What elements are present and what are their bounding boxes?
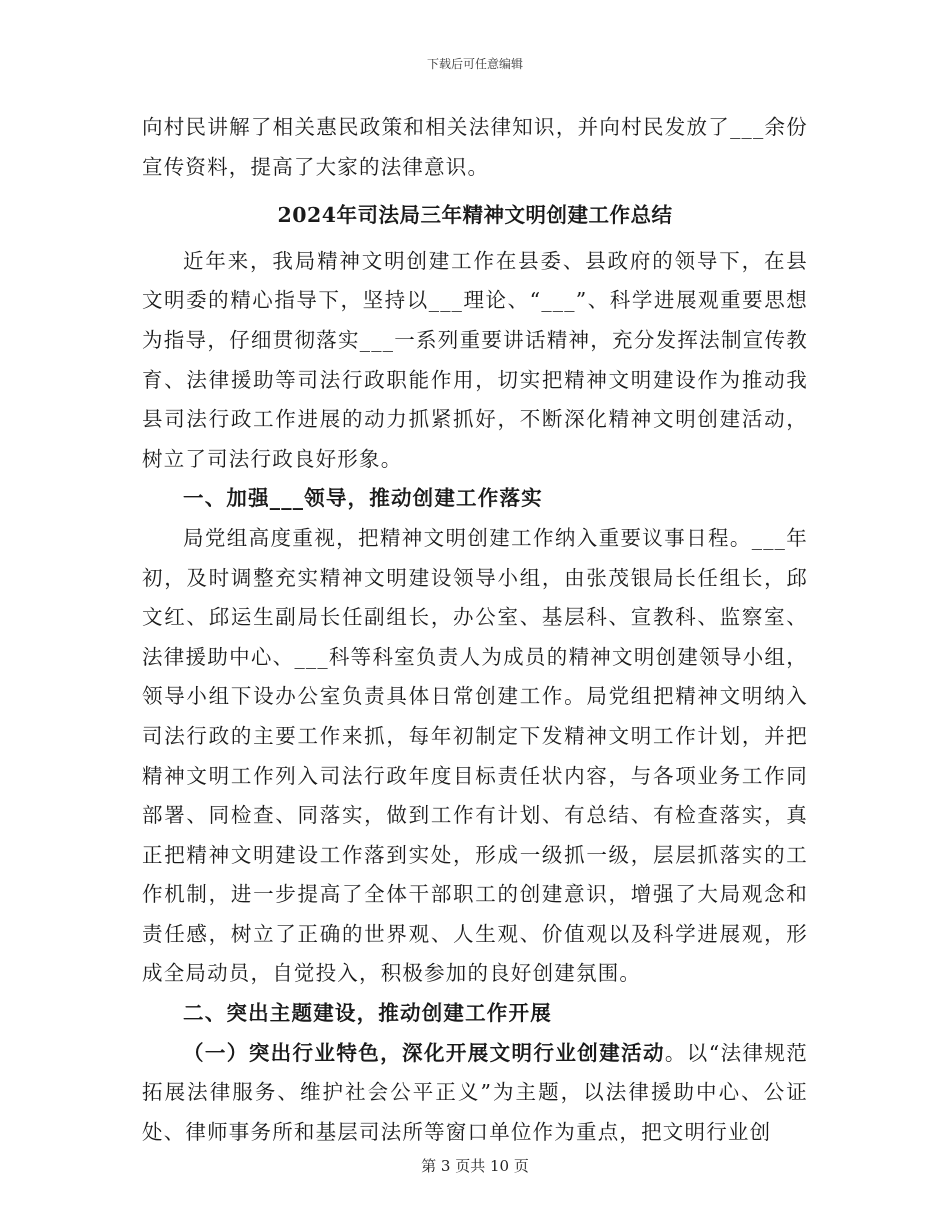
paragraph-3-body: 。以“法律规范拓展法律服务、维护社会公平正义”为主题，以法律援助中心、公证处、律师事务所和基层司法所等窗口单位作为重点，把文明行业创 — [142, 1040, 808, 1144]
page-header: 下载后可任意编辑 — [426, 57, 523, 71]
paragraph-3-lead: （一）突出行业特色，深化开展文明行业创建活动 — [183, 1040, 665, 1065]
intro-paragraph: 向村民讲解了相关惠民政策和相关法律知识，并向村民发放了___余份宣传资料，提高了大家的法律意识。 — [142, 115, 808, 179]
section-2-heading: 二、突出主题建设，推动创建工作开展 — [183, 1001, 552, 1026]
paragraph-3 — [142, 1034, 808, 1153]
document-title: 2024年司法局三年精神文明创建工作总结 — [277, 203, 673, 228]
document-body — [142, 108, 808, 1152]
page-footer: 第 3 页共 10 页 — [421, 1157, 529, 1175]
paragraph-1: 近年来，我局精神文明创建工作在县委、县政府的领导下，在县文明委的精心指导下，坚持以___理论、“___”、科学进展观重要思想为指导，仔细贯彻落实___一系列重要讲话精神，充分发挥法制宣传教育、法律援助等司法行政职能作用，切实把精神文明建设作为推动我县司法行政工作进展的动力抓紧抓好，不断深化精神文明创建活动，树立了司法行政良好形象。 — [142, 248, 808, 471]
paragraph-2: 局党组高度重视，把精神文明创建工作纳入重要议事日程。___年初，及时调整充实精神文明建设领导小组，由张茂银局长任组长，邱文红、邱运生副局长任副组长，办公室、基层科、宣教科、监察室、法律援助中心、___科等科室负责人为成员的精神文明创建领导小组，领导小组下设办公室负责具体日常创建工作。局党组把精神文明纳入司法行政的主要工作来抓，每年初制定下发精神文明工作计划，并把精神文明工作列入司法行政年度目标责任状内容，与各项业务工作同部署、同检查、同落实，做到工作有计划、有总结、有检查落实，真正把精神文明建设工作落到实处，形成一级抓一级，层层抓落实的工作机制，进一步提高了全体干部职工的创建意识，增强了大局观念和责任感，树立了正确的世界观、人生观、价值观以及科学进展观，形成全局动员，自觉投入，积极参加的良好创建氛围。 — [142, 525, 808, 986]
section-1-heading: 一、加强___领导，推动创建工作落实 — [183, 486, 543, 511]
